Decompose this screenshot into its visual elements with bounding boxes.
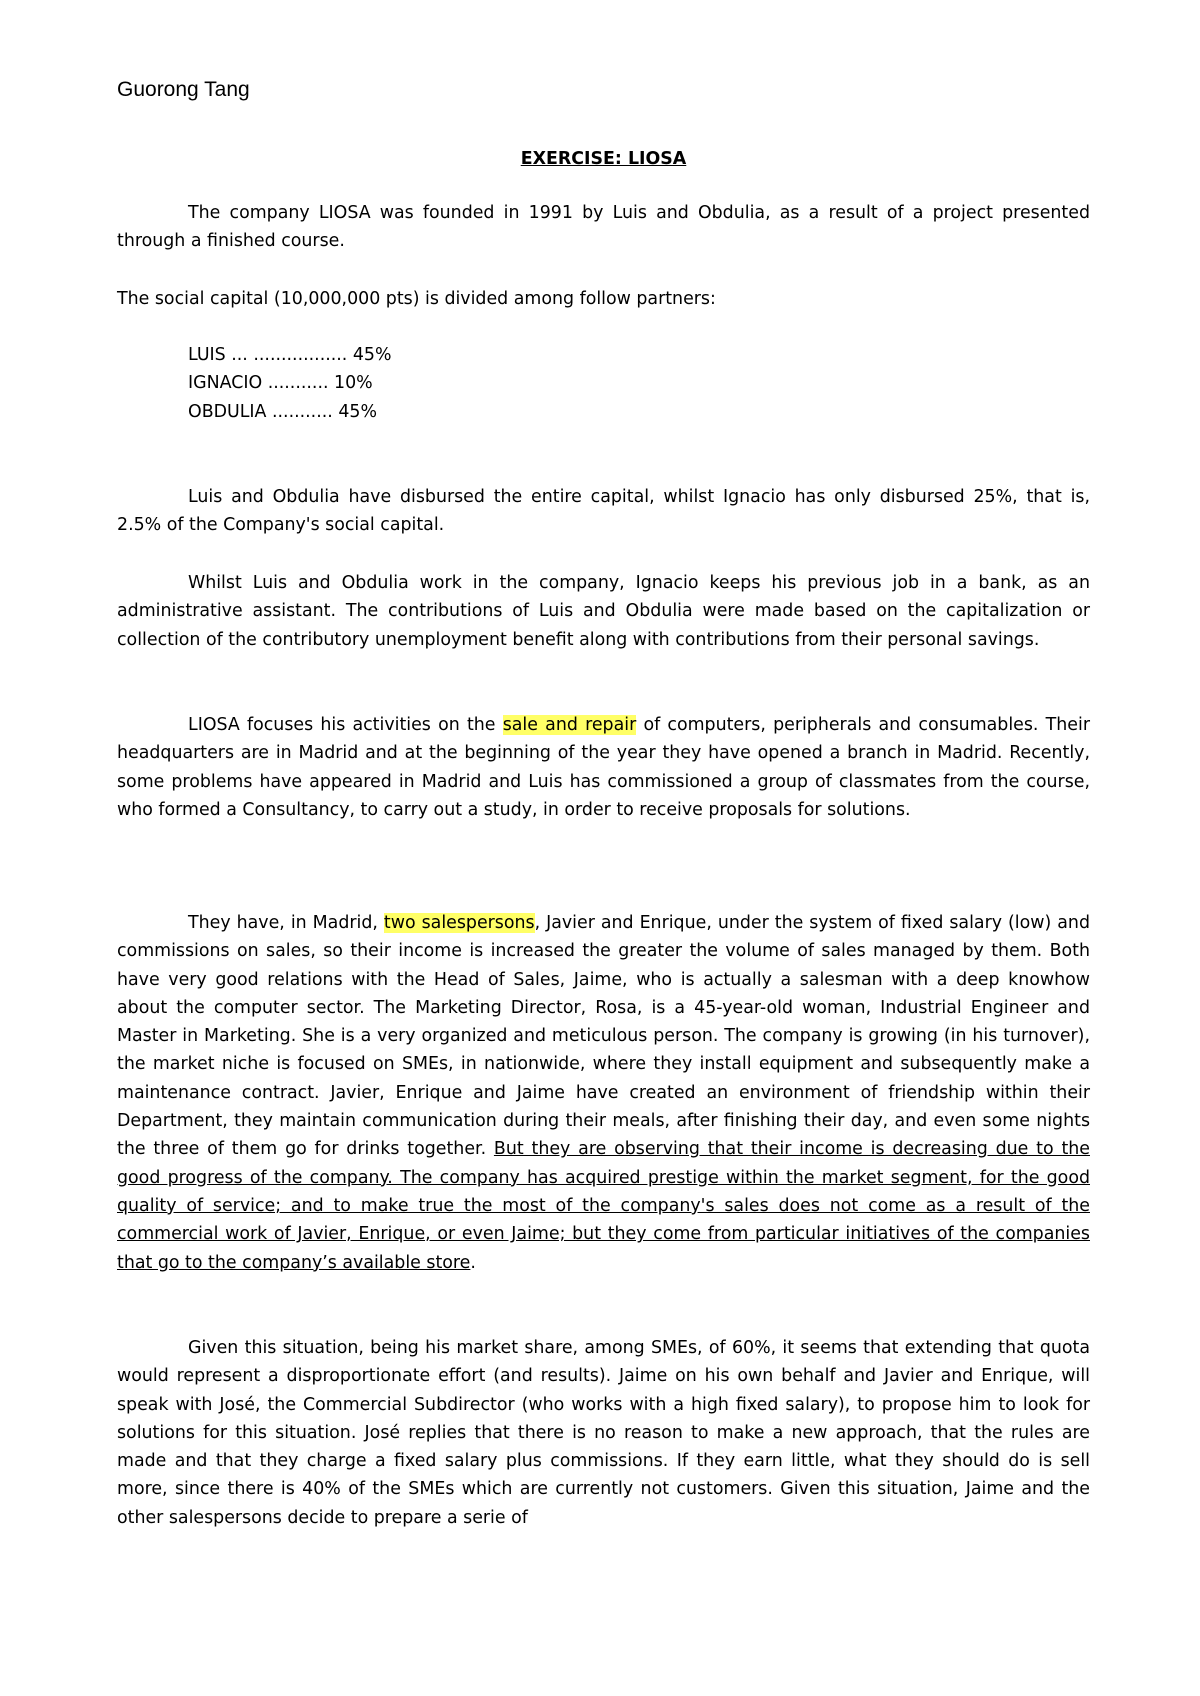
author-name: Guorong Tang (117, 78, 250, 101)
paragraph-activities-end: of computers, peripherals and consumables. Their headquarters are in Madrid and at the beginning of the year they have opened a branch in Madrid. Recently, some problems have appeared in Madrid and Luis has commissioned a group of classmates from the course, who formed a Consultancy, to carry out a study, in order to receive proposals for solutions. (117, 715, 1090, 820)
paragraph-salespersons-start: They have, in Madrid, (188, 913, 384, 933)
highlighted-text: two salespersons (383, 913, 535, 933)
paragraph-social-capital: The social capital (10,000,000 pts) is divided among follow partners: (117, 289, 716, 309)
paragraph-activities-start: LIOSA focuses his activities on the (188, 715, 503, 735)
partner-item: LUIS ... ................. 45% (188, 345, 392, 365)
paragraph-situation: Given this situation, being his market share, among SMEs, of 60%, it seems that extending that quota would represent a disproportionate effort (and results). Jaime on his own behalf and Javier and Enrique, will speak with José, the Commercial Subdirector (who works with a high fixed salary), to propose him to look for solutions for this situation. José replies that there is no reason to make a new approach, that the rules are made and that they charge a fixed salary plus commissions. If they earn little, what they should do is sell more, since there is 40% of the SMEs which are currently not customers. Given this situation, Jaime and the other salespersons decide to prepare a serie of (117, 1338, 1090, 1528)
underlined-text: But they are observing that their income is decreasing due to the good progress of the company. The company has acquired prestige within the market segment, for the good quality of service; and to make true the most of the company's sales does not come as a result of the commercial work of Javier, Enrique, or even Jaime; but they come from particular initiatives of the companies that go to the company’s available store (117, 1139, 1090, 1273)
document-title-text: EXERCISE: LIOSA (520, 149, 687, 169)
partners-list (188, 341, 392, 426)
paragraph-activities (117, 711, 1090, 824)
paragraph-founding: The company LIOSA was founded in 1991 by Luis and Obdulia, as a result of a project presented through a finished course. (117, 203, 1090, 252)
paragraph-salespersons-middle: , Javier and Enrique, under the system of fixed salary (low) and commissions on sales, so their income is increased the greater the volume of sales managed by them. Both have very good relations with the Head of Sales, Jaime, who is actually a salesman with a deep knowhow about the computer sector. The Marketing Director, Rosa, is a 45-year-old woman, Industrial Engineer and Master in Marketing. She is a very organized and meticulous person. The company is growing (in his turnover), the market niche is focused on SMEs, in nationwide, where they install equipment and subsequently make a maintenance contract. Javier, Enrique and Jaime have created an environment of friendship within their Department, they maintain communication during their meals, after finishing their day, and even some nights the three of them go for drinks together. (117, 913, 1090, 1160)
paragraph-salespersons-end: . (470, 1252, 476, 1273)
document-title (117, 145, 1090, 173)
paragraph-salespersons (117, 909, 1090, 1277)
paragraph-contributions: Whilst Luis and Obdulia work in the company, Ignacio keeps his previous job in a bank, as an administrative assistant. The contributions of Luis and Obdulia were made based on the capitalization or collection of the contributory unemployment benefit along with contributions from their personal savings. (117, 573, 1090, 650)
partner-item: IGNACIO ........... 10% (188, 373, 373, 394)
paragraph-disbursement: Luis and Obdulia have disbursed the entire capital, whilst Ignacio has only disbursed 25%, that is, 2.5% of the Company's social capital. (117, 487, 1090, 536)
highlighted-text: sale and repair (502, 715, 637, 735)
partner-item: OBDULIA ........... 45% (188, 401, 377, 422)
